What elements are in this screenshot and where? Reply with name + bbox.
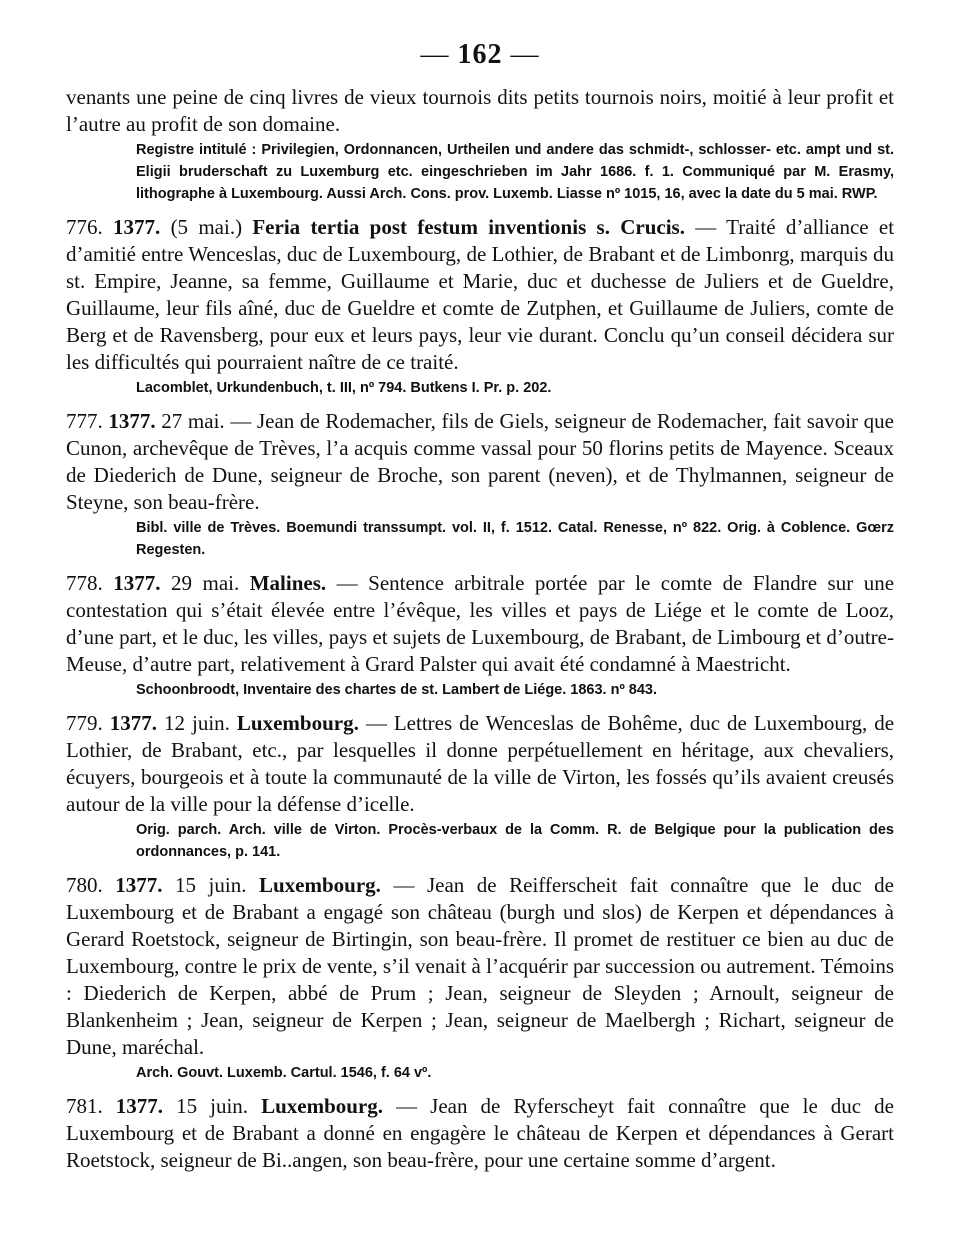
entry-text: — Lettres de Wenceslas de Bohême, duc de Luxembourg, de Lothier, de Brabant, etc., par lesquelles il donne perpétuellement en héritage, aux chevaliers, écuyers, bourgeois et à toute la communauté de la ville de Virton, les fossés qu’ils avaient creusés autour de la ville pour la défense d’icelle. [66, 711, 895, 816]
entry-780 [66, 872, 894, 1084]
entry-date: 15 juin. [176, 1094, 249, 1118]
entry-number: 776. [66, 215, 103, 239]
entry-text-block [66, 1093, 894, 1174]
entry-777 [66, 408, 894, 561]
entry-date: 12 juin. [164, 711, 230, 735]
header-dash-left: — [420, 39, 450, 70]
entry-place: Feria tertia post festum inventionis s. Crucis. [252, 215, 685, 239]
entry-source: Lacomblet, Urkundenbuch, t. III, nº 794. Butkens I. Pr. p. 202. [136, 380, 552, 396]
entry-text-block [66, 214, 894, 376]
entry-number: 780. [66, 873, 103, 897]
entry-source: Orig. parch. Arch. ville de Virton. Procès-verbaux de la Comm. R. de Belgique pour la publication des ordonnances, p. 141. [136, 822, 894, 860]
entry-text-block [66, 710, 894, 818]
entry-text: — Jean de Rodemacher, fils de Giels, seigneur de Rodemacher, fait savoir que Cunon, archevêque de Trèves, l’a acquis comme vassal pour 50 florins petits de Mayence. Sceaux de Diederich de Dune, seigneur de Broche, son parent (neven), et de Thylmannen, seigneur de Steyne, son beau-frère. [66, 409, 894, 514]
entry-number: 779. [66, 711, 103, 735]
page-header [66, 40, 894, 70]
entry-source: Bibl. ville de Trèves. Boemundi transsumpt. vol. II, f. 1512. Catal. Renesse, nº 822. Orig. à Coblence. Gœrz Regesten. [136, 520, 894, 558]
entry-text-block [66, 570, 894, 678]
entry-number: 777. [66, 409, 103, 433]
entry-place: Malines. [249, 571, 327, 595]
entry-source: Schoonbroodt, Inventaire des chartes de st. Lambert de Liége. 1863. nº 843. [136, 682, 658, 698]
entry-778 [66, 570, 894, 701]
entry-place: Luxembourg. [258, 873, 381, 897]
entry-date: (5 mai.) [170, 215, 243, 239]
entry-number: 781. [66, 1094, 103, 1118]
entry-year: 1377. [113, 215, 161, 239]
entry-text-block [66, 872, 894, 1061]
entry-year: 1377. [108, 409, 156, 433]
entry-text-block [66, 408, 894, 516]
entry-date: 15 juin. [175, 873, 247, 897]
intro-source: Registre intitulé : Privilegien, Ordonnancen, Urtheilen und andere das schmidt-, schlosser- etc. ampt und st. Eligii bruderschaft zu Luxemburg etc. eingeschrieben im Jahr 1686. f. 1. Communiqué par M. Erasmy, lithographe à Luxembourg. Aussi Arch. Cons. prov. Luxemb. Liasse nº 1015, 16, avec la date du 5 mai. RWP. [136, 142, 894, 202]
entry-place: Luxembourg. [261, 1094, 384, 1118]
entry-date: 29 mai. [171, 571, 240, 595]
entry-date: 27 mai. [161, 409, 225, 433]
entry-year: 1377. [115, 873, 163, 897]
entry-year: 1377. [115, 1094, 164, 1118]
intro-text: venants une peine de cinq livres de vieux tournois dits petits tournois noirs, moitié à leur profit et l’autre au profit de son domaine. [66, 85, 894, 136]
entry-779 [66, 710, 894, 863]
intro-block [66, 84, 894, 205]
entry-text: — Traité d’alliance et d’amitié entre Wenceslas, duc de Luxembourg, de Lothier, de Brabant et de Limbonrg, marquis du st. Empire, Jeanne, sa femme, Guillaume et Marie, duc et duchesse de Juliers et de Gueldre, Guillaume, leur fils aîné, duc de Gueldre et comte de Zutphen, et Guillaume de Juliers, comte de Berg et de Ravensberg, pour eux et leurs pays, leur vie durant. Conclu qu’un conseil décidera sur les difficultés qui pourraient naître de ce traité. [66, 215, 895, 374]
header-dash-right: — [510, 39, 540, 70]
entry-year: 1377. [109, 711, 157, 735]
entry-number: 778. [66, 571, 103, 595]
entry-year: 1377. [113, 571, 161, 595]
entry-text: — Jean de Reifferscheit fait connaître que le duc de Luxembourg et de Brabant a engagé son château (burgh und slos) de Kerpen et dépendances à Gerard Roetstock, seigneur de Birtingin, son beau-frère. Il promet de restituer ce bien au duc de Luxembourg, contre le prix de vente, s’il venait à l’acquérir par succession ou autrement. Témoins : Diederich de Kerpen, abbé de Prum ; Jean, seigneur de Sleyden ; Arnoult, seigneur de Blankenheim ; Jean, seigneur de Kerpen ; Jean, seigneur de Maelbergh ; Richart, seigneur de Dune, maréchal. [66, 873, 894, 1059]
entry-781 [66, 1093, 894, 1174]
entry-text: — Sentence arbitrale portée par le comte de Flandre sur une contestation qui s’était élevée entre l’évêque, les villes et pays de Liége et le comte de Looz, d’une part, et le duc, les villes, pays et sujets de Luxembourg, de Brabant, de Limbourg et d’outre-Meuse, d’autre part, relativement à Grard Palster qui avait été condamné à Maestricht. [66, 571, 895, 676]
entry-place: Luxembourg. [236, 711, 359, 735]
entry-776 [66, 214, 894, 399]
page-number: 162 [457, 39, 503, 70]
entry-source: Arch. Gouvt. Luxemb. Cartul. 1546, f. 64 vº. [136, 1065, 432, 1081]
entry-text: — Jean de Ryferscheyt fait connaître que le duc de Luxembourg et de Brabant a donné en engagère le château de Kerpen et dépendances à Gerart Roetstock, seigneur de Bi..angen, son beau-frère, pour une certaine somme d’argent. [66, 1094, 894, 1172]
document-page [66, 40, 894, 1174]
